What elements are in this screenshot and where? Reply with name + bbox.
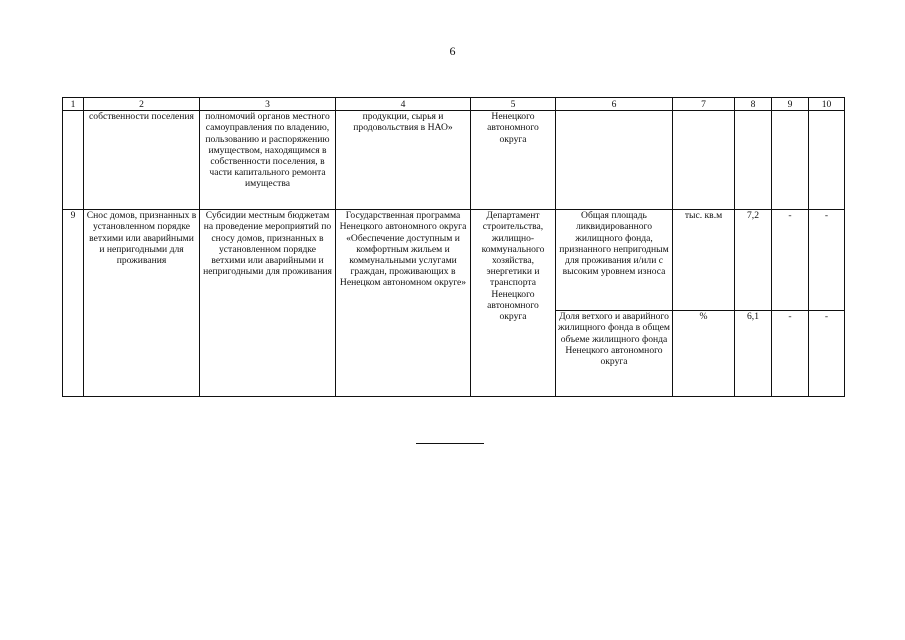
cell-indicator-col10: -: [809, 210, 845, 311]
cell-indicator-value: 6,1: [735, 311, 772, 397]
cell-empty: [809, 111, 845, 210]
cell-indicator-col9: -: [772, 311, 809, 397]
cell-empty: [63, 111, 84, 210]
indicator-table: [62, 97, 845, 397]
cell-empty: [556, 111, 673, 210]
column-number: 7: [673, 98, 735, 111]
column-number: 5: [471, 98, 556, 111]
cell-event-continued: собственности поселения: [84, 111, 200, 210]
cell-empty: [772, 111, 809, 210]
cell-funding: Субсидии местным бюджетам на проведение мероприятий по сносу домов, признанных в установленном порядке ветхими или аварийными и непригодными для проживания: [200, 210, 336, 397]
cell-empty: [735, 111, 772, 210]
cell-indicator-name: Общая площадь ликвидированного жилищного фонда, признанного непригодным для проживания и/или с высоким уровнем износа: [556, 210, 673, 311]
closing-divider-line: [416, 443, 484, 444]
cell-event: Снос домов, признанных в установленном порядке ветхими или аварийными и непригодными для проживания: [84, 210, 200, 397]
page-number: 6: [449, 44, 456, 58]
column-number-row: [63, 98, 845, 111]
cell-program: Государственная программа Ненецкого автономного округа «Обеспечение доступным и комфортным жильем и коммунальными услугами граждан, проживающих в Ненецком автономном округе»: [336, 210, 471, 397]
cell-indicator-unit: тыс. кв.м: [673, 210, 735, 311]
table-row-9: [63, 210, 845, 311]
continuation-row: [63, 111, 845, 210]
cell-indicator-col9: -: [772, 210, 809, 311]
column-number: 3: [200, 98, 336, 111]
cell-indicator-name: Доля ветхого и аварийного жилищного фонда в общем объеме жилищного фонда Ненецкого автономного округа: [556, 311, 673, 397]
cell-indicator-value: 7,2: [735, 210, 772, 311]
column-number: 6: [556, 98, 673, 111]
cell-department: Департамент строительства, жилищно-коммунального хозяйства, энергетики и транспорта Ненецкого автономного округа: [471, 210, 556, 397]
column-number: 4: [336, 98, 471, 111]
cell-funding-continued: полномочий органов местного самоуправления по владению, пользованию и распоряжению имуществом, находящимся в собственности поселения, в части капитального ремонта имущества: [200, 111, 336, 210]
column-number: 10: [809, 98, 845, 111]
column-number: 1: [63, 98, 84, 111]
cell-indicator-unit: %: [673, 311, 735, 397]
row-number: 9: [63, 210, 84, 397]
column-number: 8: [735, 98, 772, 111]
cell-empty: [673, 111, 735, 210]
cell-department-continued: Ненецкого автономного округа: [471, 111, 556, 210]
cell-indicator-col10: -: [809, 311, 845, 397]
column-number: 2: [84, 98, 200, 111]
cell-program-continued: продукции, сырья и продовольствия в НАО»: [336, 111, 471, 210]
column-number: 9: [772, 98, 809, 111]
